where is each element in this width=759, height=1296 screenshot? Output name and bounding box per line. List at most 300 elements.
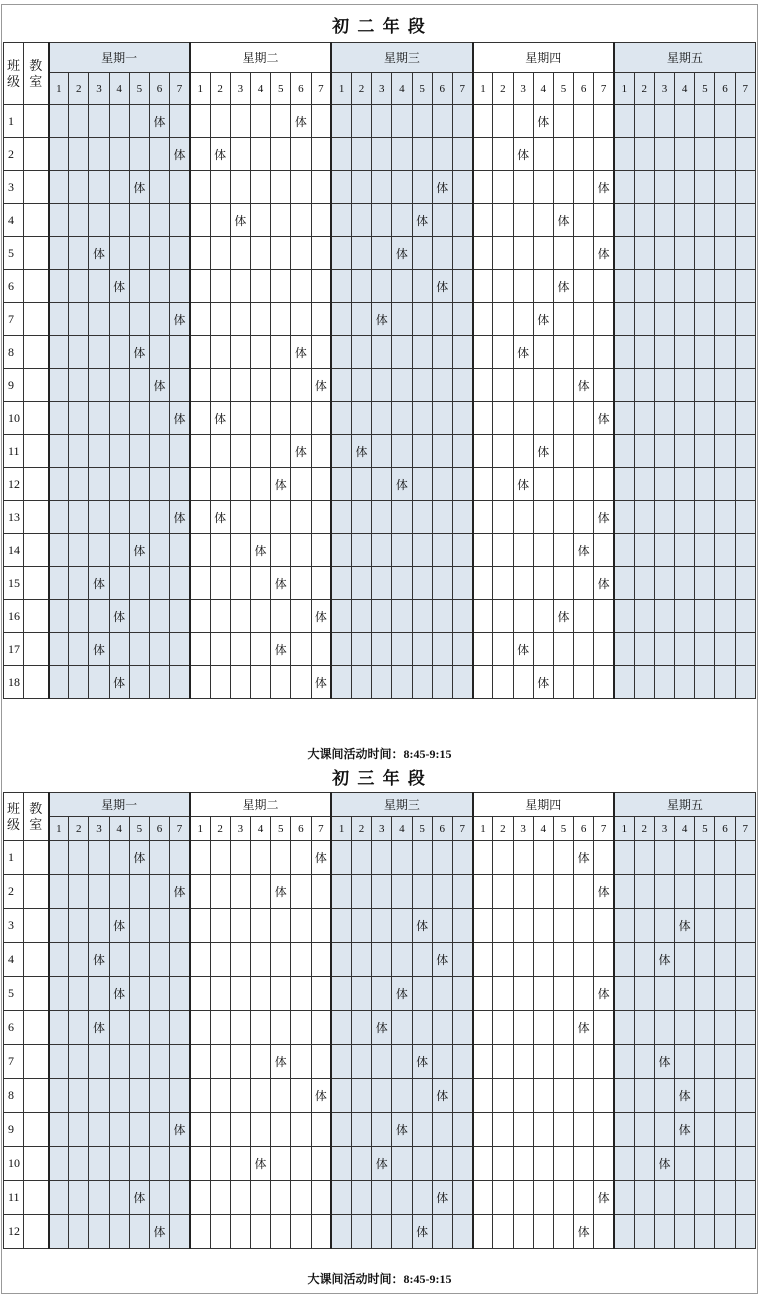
period-cell [452, 1215, 472, 1249]
period-cell [69, 435, 89, 468]
period-cell [553, 875, 573, 909]
period-cell [553, 666, 573, 699]
period-cell [473, 1011, 493, 1045]
period-cell [129, 943, 149, 977]
period-cell [513, 841, 533, 875]
period-cell [574, 237, 594, 270]
period-cell [311, 303, 331, 336]
period-cell [553, 1181, 573, 1215]
pe-class-cell: 体 [230, 204, 250, 237]
pe-class-cell: 体 [574, 534, 594, 567]
period-cell [109, 105, 129, 138]
period-cell [553, 943, 573, 977]
period-number: 4 [392, 817, 412, 841]
period-cell [493, 841, 513, 875]
period-cell [392, 171, 412, 204]
period-cell [412, 534, 432, 567]
period-cell [210, 435, 230, 468]
period-cell [331, 534, 351, 567]
period-cell [351, 468, 371, 501]
period-cell [190, 237, 210, 270]
period-cell [89, 1079, 109, 1113]
period-cell [392, 1079, 412, 1113]
period-cell [372, 369, 392, 402]
pe-class-cell: 体 [210, 402, 230, 435]
period-cell [331, 303, 351, 336]
period-cell [473, 369, 493, 402]
period-cell [473, 567, 493, 600]
period-cell [614, 468, 634, 501]
period-cell [654, 977, 674, 1011]
period-cell [190, 633, 210, 666]
period-cell [634, 567, 654, 600]
period-cell [89, 468, 109, 501]
pe-class-cell: 体 [129, 841, 149, 875]
period-cell [109, 138, 129, 171]
period-cell [49, 909, 69, 943]
pe-class-cell: 体 [210, 501, 230, 534]
pe-class-cell: 体 [432, 943, 452, 977]
period-cell [69, 600, 89, 633]
period-number: 5 [553, 817, 573, 841]
period-cell [271, 435, 291, 468]
period-cell [432, 1147, 452, 1181]
room-header-label: 教 室 [29, 57, 43, 89]
period-cell [513, 1011, 533, 1045]
period-cell [109, 1147, 129, 1181]
period-cell [533, 909, 553, 943]
period-cell [594, 1215, 614, 1249]
table-row [4, 875, 756, 909]
period-cell [291, 204, 311, 237]
period-cell [271, 977, 291, 1011]
table-row [4, 1215, 756, 1249]
period-cell [735, 402, 755, 435]
period-cell [69, 402, 89, 435]
period-cell [715, 171, 735, 204]
period-cell [69, 633, 89, 666]
period-cell [493, 435, 513, 468]
period-cell [271, 204, 291, 237]
period-cell [210, 909, 230, 943]
pe-class-cell: 体 [675, 1079, 695, 1113]
period-cell [513, 501, 533, 534]
period-cell [574, 204, 594, 237]
period-cell [250, 336, 270, 369]
period-cell [452, 909, 472, 943]
period-cell [372, 633, 392, 666]
room-cell [24, 875, 49, 909]
period-cell [170, 977, 190, 1011]
period-cell [715, 977, 735, 1011]
period-cell [129, 1011, 149, 1045]
period-number: 2 [351, 817, 371, 841]
period-number: 4 [675, 817, 695, 841]
period-cell [452, 402, 472, 435]
period-cell [351, 977, 371, 1011]
class-number: 2 [4, 138, 24, 171]
period-cell [675, 303, 695, 336]
period-cell [513, 875, 533, 909]
period-cell [574, 943, 594, 977]
period-cell [250, 369, 270, 402]
period-cell [230, 270, 250, 303]
day-header: 星期四 [473, 43, 614, 73]
period-cell [351, 1215, 371, 1249]
period-cell [331, 171, 351, 204]
period-cell [432, 567, 452, 600]
period-cell [735, 1181, 755, 1215]
period-cell [351, 1113, 371, 1147]
period-cell [49, 1045, 69, 1079]
period-cell [170, 105, 190, 138]
period-cell [533, 468, 553, 501]
period-cell [190, 977, 210, 1011]
class-number: 9 [4, 369, 24, 402]
period-cell [452, 600, 472, 633]
period-cell [594, 1113, 614, 1147]
period-cell [513, 270, 533, 303]
period-cell [735, 435, 755, 468]
period-cell [695, 633, 715, 666]
period-cell [452, 666, 472, 699]
room-cell [24, 567, 49, 600]
period-cell [372, 336, 392, 369]
period-cell [230, 369, 250, 402]
period-cell [69, 875, 89, 909]
period-cell [372, 600, 392, 633]
period-cell [574, 171, 594, 204]
period-cell [149, 875, 169, 909]
period-cell [675, 977, 695, 1011]
grade2-schedule-table [3, 42, 756, 699]
pe-class-cell: 体 [170, 138, 190, 171]
period-cell [49, 977, 69, 1011]
period-cell [311, 1011, 331, 1045]
period-cell [129, 501, 149, 534]
pe-class-cell: 体 [513, 633, 533, 666]
period-cell [735, 977, 755, 1011]
period-cell [695, 534, 715, 567]
period-cell [473, 336, 493, 369]
room-cell [24, 501, 49, 534]
period-cell [372, 943, 392, 977]
period-cell [129, 600, 149, 633]
period-number: 7 [311, 73, 331, 105]
period-cell [190, 1011, 210, 1045]
period-cell [553, 402, 573, 435]
period-cell [432, 633, 452, 666]
period-cell [695, 402, 715, 435]
period-cell [533, 875, 553, 909]
period-cell [594, 534, 614, 567]
period-cell [574, 567, 594, 600]
period-cell [412, 336, 432, 369]
period-cell [109, 841, 129, 875]
period-cell [533, 943, 553, 977]
period-cell [614, 841, 634, 875]
period-cell [715, 138, 735, 171]
period-number: 3 [513, 73, 533, 105]
period-cell [170, 204, 190, 237]
period-cell [533, 369, 553, 402]
period-cell [675, 943, 695, 977]
period-cell [190, 171, 210, 204]
period-cell [129, 1113, 149, 1147]
table-row [4, 237, 756, 270]
period-cell [149, 501, 169, 534]
period-cell [331, 336, 351, 369]
period-cell [533, 204, 553, 237]
pe-class-cell: 体 [392, 977, 412, 1011]
period-cell [654, 666, 674, 699]
period-cell [594, 336, 614, 369]
period-cell [89, 600, 109, 633]
period-cell [210, 841, 230, 875]
period-cell [574, 1113, 594, 1147]
period-cell [473, 909, 493, 943]
period-cell [614, 105, 634, 138]
period-cell [392, 1147, 412, 1181]
table-row [4, 1045, 756, 1079]
period-cell [493, 105, 513, 138]
period-cell [473, 435, 493, 468]
period-number: 1 [49, 73, 69, 105]
period-cell [230, 875, 250, 909]
period-cell [250, 501, 270, 534]
period-cell [473, 875, 493, 909]
day-header: 星期一 [49, 793, 190, 817]
period-cell [695, 1079, 715, 1113]
period-cell [69, 943, 89, 977]
period-cell [190, 1045, 210, 1079]
period-cell [190, 909, 210, 943]
period-cell [695, 909, 715, 943]
period-cell [574, 468, 594, 501]
period-cell [271, 1113, 291, 1147]
period-cell [392, 303, 412, 336]
period-cell [553, 977, 573, 1011]
period-cell [715, 666, 735, 699]
period-cell [311, 270, 331, 303]
period-number: 6 [291, 73, 311, 105]
period-cell [493, 303, 513, 336]
period-cell [210, 666, 230, 699]
class-number: 6 [4, 270, 24, 303]
period-cell [493, 1181, 513, 1215]
period-cell [351, 369, 371, 402]
period-cell [210, 943, 230, 977]
period-number: 6 [715, 817, 735, 841]
pe-class-cell: 体 [311, 841, 331, 875]
period-cell [190, 270, 210, 303]
room-cell [24, 1045, 49, 1079]
period-cell [149, 1147, 169, 1181]
period-cell [149, 1079, 169, 1113]
period-cell [49, 336, 69, 369]
period-number: 2 [634, 73, 654, 105]
period-cell [149, 1045, 169, 1079]
period-cell [574, 303, 594, 336]
pe-class-cell: 体 [149, 105, 169, 138]
period-cell [654, 138, 674, 171]
period-cell [594, 600, 614, 633]
period-cell [372, 402, 392, 435]
period-cell [432, 534, 452, 567]
period-number: 5 [129, 73, 149, 105]
period-cell [49, 534, 69, 567]
class-number: 15 [4, 567, 24, 600]
period-cell [109, 501, 129, 534]
period-cell [351, 1045, 371, 1079]
period-cell [614, 501, 634, 534]
period-cell [109, 468, 129, 501]
period-cell [654, 468, 674, 501]
period-cell [331, 943, 351, 977]
period-cell [553, 1079, 573, 1113]
period-cell [513, 369, 533, 402]
period-cell [129, 402, 149, 435]
period-cell [170, 633, 190, 666]
room-cell [24, 1113, 49, 1147]
period-cell [331, 1181, 351, 1215]
period-cell [533, 138, 553, 171]
period-cell [553, 171, 573, 204]
period-cell [412, 1181, 432, 1215]
table-row [4, 977, 756, 1011]
period-cell [291, 138, 311, 171]
period-cell [89, 303, 109, 336]
table-row [4, 841, 756, 875]
period-cell [271, 336, 291, 369]
period-cell [513, 943, 533, 977]
period-number: 2 [493, 817, 513, 841]
pe-class-cell: 体 [594, 501, 614, 534]
room-cell [24, 600, 49, 633]
period-cell [614, 237, 634, 270]
pe-class-cell: 体 [109, 666, 129, 699]
pe-class-cell: 体 [250, 1147, 270, 1181]
room-cell [24, 336, 49, 369]
class-header-label: 班 级 [6, 800, 20, 832]
period-cell [311, 501, 331, 534]
period-cell [675, 105, 695, 138]
day-header: 星期一 [49, 43, 190, 73]
period-cell [452, 1113, 472, 1147]
period-cell [271, 237, 291, 270]
period-cell [372, 171, 392, 204]
table-row [4, 1113, 756, 1147]
period-cell [654, 841, 674, 875]
period-cell [49, 841, 69, 875]
pe-class-cell: 体 [129, 336, 149, 369]
period-cell [210, 1147, 230, 1181]
period-cell [69, 841, 89, 875]
period-cell [250, 1113, 270, 1147]
period-cell [695, 237, 715, 270]
period-number: 5 [553, 73, 573, 105]
period-cell [715, 237, 735, 270]
period-cell [49, 1215, 69, 1249]
period-cell [412, 138, 432, 171]
period-cell [473, 977, 493, 1011]
class-number: 7 [4, 303, 24, 336]
period-cell [250, 666, 270, 699]
period-cell [614, 666, 634, 699]
period-number: 7 [594, 817, 614, 841]
period-cell [49, 875, 69, 909]
period-cell [614, 633, 634, 666]
period-number: 1 [473, 73, 493, 105]
pe-class-cell: 体 [170, 1113, 190, 1147]
period-cell [432, 303, 452, 336]
period-cell [89, 1215, 109, 1249]
class-number: 10 [4, 402, 24, 435]
period-cell [392, 1045, 412, 1079]
period-cell [190, 875, 210, 909]
pe-class-cell: 体 [533, 105, 553, 138]
period-cell [533, 633, 553, 666]
period-cell [654, 105, 674, 138]
period-cell [49, 204, 69, 237]
pe-class-cell: 体 [291, 435, 311, 468]
period-cell [452, 875, 472, 909]
period-cell [473, 943, 493, 977]
room-cell [24, 303, 49, 336]
period-cell [49, 1011, 69, 1045]
class-number: 4 [4, 943, 24, 977]
period-cell [149, 633, 169, 666]
period-cell [311, 237, 331, 270]
period-cell [190, 1079, 210, 1113]
period-cell [412, 943, 432, 977]
class-number: 9 [4, 1113, 24, 1147]
period-cell [574, 336, 594, 369]
period-cell [149, 336, 169, 369]
period-cell [634, 336, 654, 369]
period-cell [675, 1011, 695, 1045]
period-cell [715, 105, 735, 138]
period-cell [614, 875, 634, 909]
period-cell [331, 1113, 351, 1147]
period-cell [311, 1215, 331, 1249]
room-cell [24, 633, 49, 666]
pe-class-cell: 体 [109, 909, 129, 943]
pe-class-cell: 体 [675, 909, 695, 943]
period-cell [69, 105, 89, 138]
pe-class-cell: 体 [311, 666, 331, 699]
period-cell [392, 666, 412, 699]
room-cell [24, 943, 49, 977]
period-cell [634, 171, 654, 204]
period-cell [271, 1147, 291, 1181]
period-cell [634, 369, 654, 402]
period-cell [170, 1181, 190, 1215]
period-cell [89, 369, 109, 402]
period-cell [69, 369, 89, 402]
period-cell [271, 369, 291, 402]
period-number: 1 [331, 73, 351, 105]
period-cell [432, 1215, 452, 1249]
period-number: 6 [149, 73, 169, 105]
period-cell [594, 1011, 614, 1045]
period-cell [452, 369, 472, 402]
period-cell [170, 666, 190, 699]
period-cell [129, 303, 149, 336]
period-cell [109, 369, 129, 402]
period-cell [614, 402, 634, 435]
period-cell [230, 501, 250, 534]
